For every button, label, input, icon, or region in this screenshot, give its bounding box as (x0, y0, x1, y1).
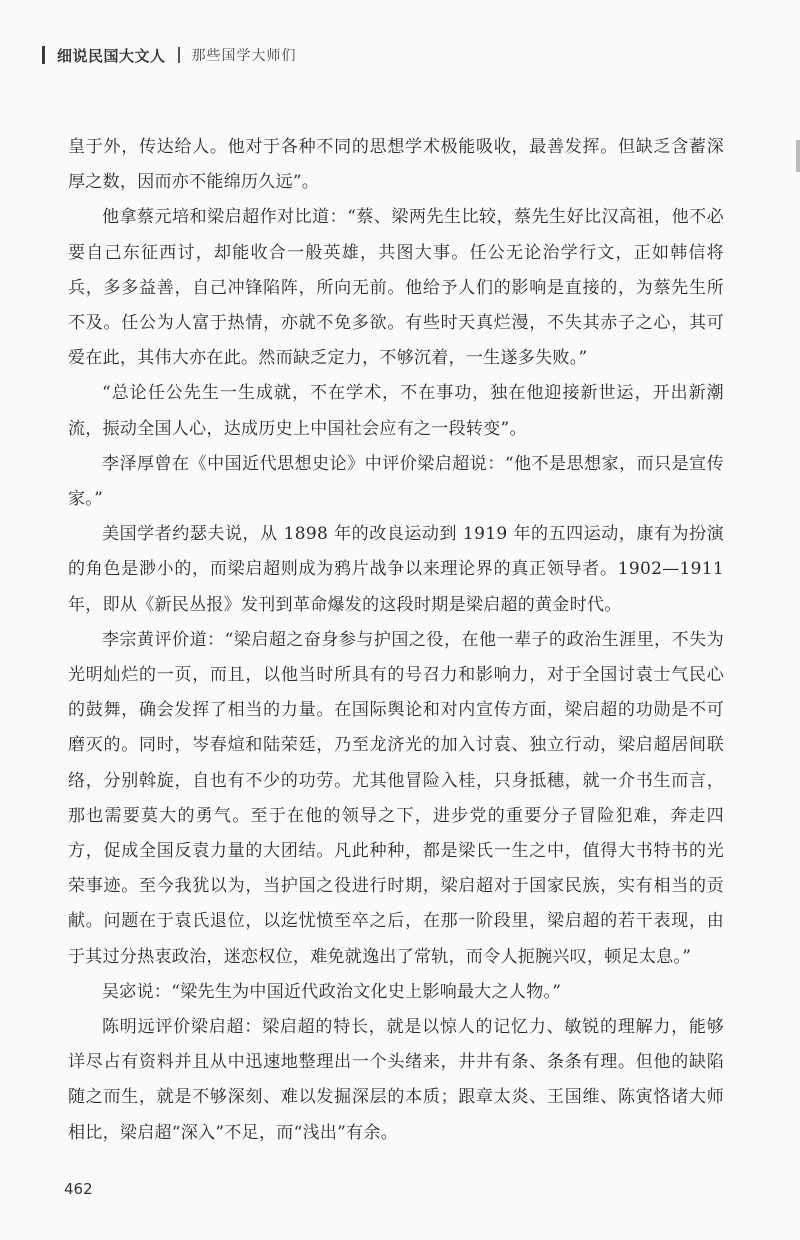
paragraph-7: 吴宓说：“梁先生为中国近代政治文化史上影响最大之人物。” (102, 981, 562, 1002)
paragraph-6: 李宗黄评价道：“梁启超之奋身参与护国之役，在他一辈子的政治生涯里，不失为光明灿烂的一页，而且，以他当时所具有的号召力和影响力，对于全国讨袁士气民心的鼓舞，确会发挥了相当的力量。在国际舆论和对内宣传方面，梁启超的功勋是不可磨灭的。同时，岑春煊和陆荣廷，乃至龙济光的加入讨袁、独立行动，梁启超居间联络，分别斡旋，自也有不少的功劳。尤其他冒险入桂，只身抵穗，就一介书生而言，那也需要莫大的勇气。至于在他的领导之下，进步党的重要分子冒险犯难，奔走四方，促成全国反袁力量的大团结。凡此种种，都是梁氏一生之中，值得大书特书的光荣事迹。至今我犹以为，当护国之役进行时期，梁启超对于国家民族，实有相当的贡献。问题在于袁氏退位，以迄忧愤至卒之后，在那一阶段里，梁启超的若干表现，由于其过分热衷政治，迷恋权位，难免就逸出了常轨，而令人扼腕兴叹，顿足太息。” (68, 629, 724, 967)
paragraph-2: 他拿蔡元培和梁启超作对比道：“蔡、梁两先生比较，蔡先生好比汉高祖，他不必要自己东征西讨，却能收合一般英雄，共图大事。任公无论治学行文，正如韩信将兵，多多益善，自己冲锋陷阵，所向无前。他给予人们的影响是直接的，为蔡先生所不及。任公为人富于热情，亦就不免多欲。有些时天真烂漫，不失其赤子之心，其可爱在此，其伟大亦在此。然而缺乏定力，不够沉着，一生遂多失败。” (68, 207, 724, 369)
book-title: 细说民国大文人 (57, 46, 166, 65)
paragraph-1: 皇于外，传达给人。他对于各种不同的思想学术极能吸收，最善发挥。但缺乏含蓄深厚之数，因而亦不能绵历久远”。 (68, 137, 724, 193)
running-header (42, 40, 297, 70)
paragraph-4: 李泽厚曾在《中国近代思想史论》中评价梁启超说：“他不是思想家，而只是宣传家。” (68, 453, 724, 510)
page-body (68, 130, 724, 1151)
paragraph-8: 陈明远评价梁启超：梁启超的特长，就是以惊人的记忆力、敏锐的理解力，能够详尽占有资料并且从中迅速地整理出一个头绪来，井井有条、条条有理。但他的缺陷随之而生，就是不够深刻、难以发掘深层的本质；跟章太炎、王国维、陈寅恪诸大师相比，梁启超“深入”不足，而“浅出”有余。 (68, 1017, 724, 1143)
paragraph-5: 美国学者约瑟夫说，从 1898 年的改良运动到 1919 年的五四运动，康有为扮演的角色是渺小的，而梁启超则成为鸦片战争以来理论界的真正领导者。1902—1911 年，即从《新民丛报》发刊到革命爆发的这段时期是梁启超的黄金时代。 (68, 524, 724, 615)
chapter-title: 那些国学大师们 (191, 48, 297, 64)
header-bar (42, 46, 45, 64)
page-number: 462 (64, 1180, 93, 1198)
paragraph-3: “总论任公先生一生成就，不在学术，不在事功，独在他迎接新世运，开出新潮流，振动全国人心，达成历史上中国社会应有之一段转变”。 (68, 383, 724, 439)
header-divider (178, 47, 180, 63)
page-edge-mark (796, 140, 800, 172)
